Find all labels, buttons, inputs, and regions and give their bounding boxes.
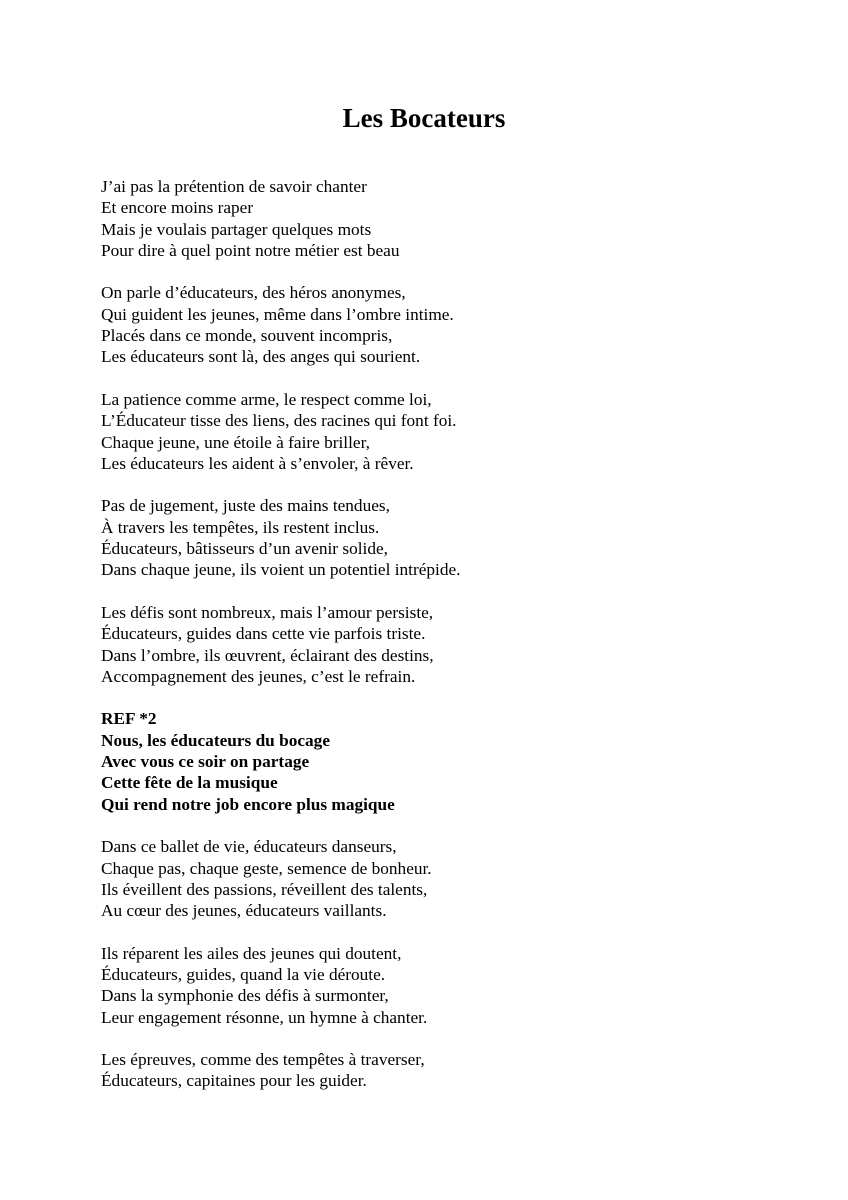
poem-line: Leur engagement résonne, un hymne à chanter. bbox=[101, 1007, 428, 1027]
stanza bbox=[101, 282, 801, 367]
poem-line: Dans l’ombre, ils œuvrent, éclairant des destins, bbox=[101, 645, 434, 665]
poem-line: Et encore moins raper bbox=[101, 198, 254, 218]
poem-line: Ils réparent les ailes des jeunes qui doutent, bbox=[101, 943, 402, 963]
poem-line: Mais je voulais partager quelques mots bbox=[101, 219, 372, 239]
poem-line: Dans la symphonie des défis à surmonter, bbox=[101, 986, 389, 1006]
poem-line: REF *2 bbox=[101, 709, 157, 729]
stanza bbox=[101, 836, 801, 921]
poem-line: L’Éducateur tisse des liens, des racines qui font foi. bbox=[101, 411, 457, 431]
stanza bbox=[101, 176, 801, 261]
poem-line: Les épreuves, comme des tempêtes à traverser, bbox=[101, 1050, 425, 1070]
poem-line: Ils éveillent des passions, réveillent des talents, bbox=[101, 879, 428, 899]
poem-line: Les éducateurs les aident à s’envoler, à rêver. bbox=[101, 453, 414, 473]
stanza bbox=[101, 1049, 801, 1092]
poem-line: Dans ce ballet de vie, éducateurs danseurs, bbox=[101, 837, 397, 857]
poem-line: À travers les tempêtes, ils restent inclus. bbox=[101, 517, 380, 537]
poem-line: Cette fête de la musique bbox=[101, 773, 278, 793]
poem-line: Éducateurs, bâtisseurs d’un avenir solide, bbox=[101, 539, 388, 559]
poem-line: On parle d’éducateurs, des héros anonymes, bbox=[101, 283, 406, 303]
poem-line: Placés dans ce monde, souvent incompris, bbox=[101, 326, 393, 346]
poem-line: Accompagnement des jeunes, c’est le refrain. bbox=[101, 666, 416, 686]
document-title: Les Bocateurs bbox=[342, 103, 506, 133]
poem-line: Éducateurs, capitaines pour les guider. bbox=[101, 1071, 367, 1091]
poem-line: La patience comme arme, le respect comme loi, bbox=[101, 389, 432, 409]
poem-line: Dans chaque jeune, ils voient un potentiel intrépide. bbox=[101, 560, 461, 580]
poem-line: Chaque pas, chaque geste, semence de bonheur. bbox=[101, 858, 432, 878]
poem-line: Nous, les éducateurs du bocage bbox=[101, 730, 330, 750]
poem-line: Les défis sont nombreux, mais l’amour persiste, bbox=[101, 602, 434, 622]
poem-line: Avec vous ce soir on partage bbox=[101, 752, 310, 772]
poem-line: Pour dire à quel point notre métier est beau bbox=[101, 240, 400, 260]
poem-line: Qui guident les jeunes, même dans l’ombre intime. bbox=[101, 304, 454, 324]
stanza bbox=[101, 602, 801, 687]
refrain-stanza bbox=[101, 708, 801, 814]
poem-line: Chaque jeune, une étoile à faire briller, bbox=[101, 432, 370, 452]
poem-line: Qui rend notre job encore plus magique bbox=[101, 794, 395, 814]
poem-line: Au cœur des jeunes, éducateurs vaillants. bbox=[101, 901, 387, 921]
poem-body bbox=[101, 176, 801, 1113]
poem-line: Éducateurs, guides dans cette vie parfois triste. bbox=[101, 624, 426, 644]
poem-line: Pas de jugement, juste des mains tendues, bbox=[101, 496, 390, 516]
poem-line: J’ai pas la prétention de savoir chanter bbox=[101, 177, 367, 196]
stanza bbox=[101, 495, 801, 580]
poem-line: Éducateurs, guides, quand la vie déroute. bbox=[101, 964, 386, 984]
poem-line: Les éducateurs sont là, des anges qui sourient. bbox=[101, 347, 421, 367]
stanza bbox=[101, 943, 801, 1028]
stanza bbox=[101, 389, 801, 474]
